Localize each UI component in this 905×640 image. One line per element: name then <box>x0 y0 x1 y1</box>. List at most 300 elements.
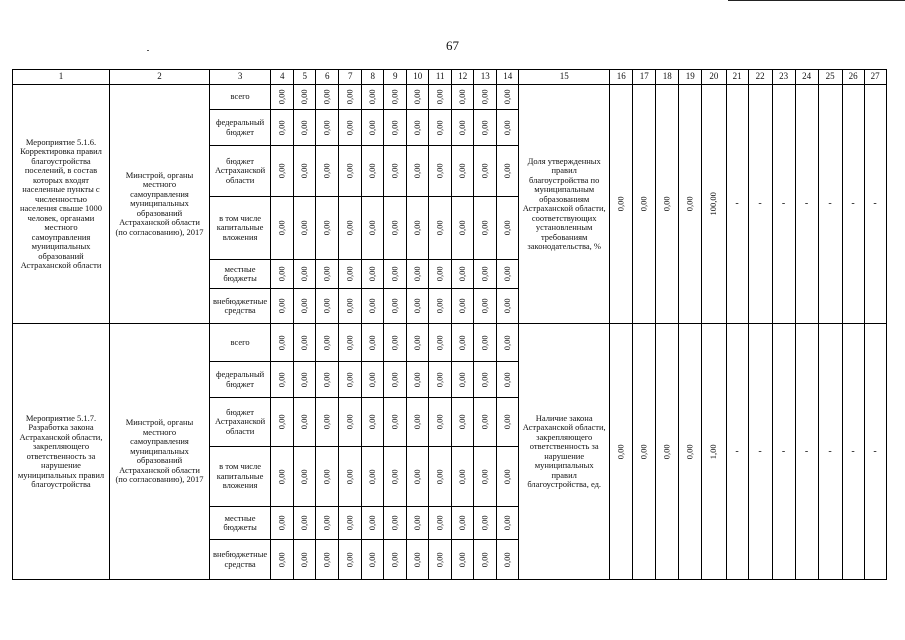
amount-cell <box>339 146 362 197</box>
amount-cell-text: 0,00 <box>366 515 377 531</box>
amount-cell-text: 0,00 <box>276 469 287 484</box>
amount-cell-text: 0,00 <box>276 220 287 236</box>
indicator-value <box>610 324 633 580</box>
amount-cell-text: 0,00 <box>276 298 287 314</box>
amount-cell-text: 0,00 <box>434 89 445 105</box>
amount-cell <box>384 398 407 447</box>
amount-cell-text: 0,00 <box>456 552 467 567</box>
amount-cell-text: 0,00 <box>411 335 422 350</box>
funding-source: местные бюджеты <box>210 507 271 540</box>
amount-cell <box>497 289 519 324</box>
column-number: 25 <box>818 70 842 85</box>
amount-cell <box>407 398 429 447</box>
amount-cell <box>497 324 519 362</box>
amount-cell <box>452 146 474 197</box>
amount-cell-text: 0,00 <box>366 266 377 282</box>
column-number: 18 <box>656 70 679 85</box>
amount-cell-text: 0,00 <box>411 220 422 236</box>
amount-cell-text: 0,00 <box>276 335 287 350</box>
amount-cell-text: 0,00 <box>456 335 467 350</box>
amount-cell <box>384 289 407 324</box>
amount-cell-text: 0,00 <box>298 266 309 282</box>
amount-cell-text: 0,00 <box>456 220 467 236</box>
amount-cell-text: 0,00 <box>389 266 400 282</box>
empty-value: - <box>818 85 842 324</box>
amount-cell <box>384 85 407 110</box>
amount-cell <box>384 362 407 398</box>
amount-cell-text: 0,00 <box>456 163 467 179</box>
indicator-cell: Доля утвержденных правил благоустройства по муниципальным образованиям Астраханской области, соответствующих установленным требованиям законодательства, % <box>519 85 610 324</box>
column-number: 13 <box>474 70 497 85</box>
empty-value: - <box>748 324 772 580</box>
amount-cell-text: 0,00 <box>298 220 309 236</box>
amount-cell-text: 0,00 <box>389 414 400 430</box>
funding-source: в том числе капитальные вложения <box>210 197 271 260</box>
indicator-value-text: 0,00 <box>684 444 695 459</box>
amount-cell-text: 0,00 <box>389 163 400 179</box>
amount-cell-text: 0,00 <box>389 552 400 567</box>
amount-cell-text: 0,00 <box>434 220 445 236</box>
amount-cell <box>271 197 294 260</box>
amount-cell <box>384 540 407 580</box>
column-number: 7 <box>339 70 362 85</box>
amount-cell <box>339 540 362 580</box>
amount-cell <box>452 398 474 447</box>
amount-cell <box>474 447 497 507</box>
column-number: 11 <box>429 70 452 85</box>
amount-cell-text: 0,00 <box>276 120 287 135</box>
amount-cell-text: 0,00 <box>389 120 400 135</box>
amount-cell <box>316 362 339 398</box>
amount-cell-text: 0,00 <box>411 552 422 567</box>
funding-source: внебюджетные средства <box>210 540 271 580</box>
amount-cell <box>407 146 429 197</box>
amount-cell-text: 0,00 <box>276 414 287 430</box>
amount-cell <box>429 362 452 398</box>
table-row <box>13 85 887 110</box>
indicator-value-text: 0,00 <box>615 444 626 459</box>
amount-cell-text: 0,00 <box>276 163 287 179</box>
empty-value: - <box>818 324 842 580</box>
amount-cell-text: 0,00 <box>389 515 400 531</box>
amount-cell-text: 0,00 <box>298 89 309 105</box>
amount-cell <box>497 507 519 540</box>
amount-cell <box>339 110 362 146</box>
funding-source: бюджет Астраханской области <box>210 146 271 197</box>
amount-cell <box>316 540 339 580</box>
amount-cell <box>407 324 429 362</box>
column-number: 16 <box>610 70 633 85</box>
amount-cell <box>384 197 407 260</box>
page-number: 67 <box>446 38 459 53</box>
amount-cell-text: 0,00 <box>298 120 309 135</box>
amount-cell-text: 0,00 <box>344 220 355 236</box>
amount-cell-text: 0,00 <box>366 552 377 567</box>
amount-cell-text: 0,00 <box>501 266 512 282</box>
amount-cell-text: 0,00 <box>344 89 355 105</box>
amount-cell-text: 0,00 <box>411 515 422 531</box>
amount-cell <box>452 324 474 362</box>
amount-cell-text: 0,00 <box>479 335 490 350</box>
indicator-value-text: 0,00 <box>684 196 695 212</box>
amount-cell <box>316 289 339 324</box>
amount-cell <box>339 447 362 507</box>
amount-cell <box>452 85 474 110</box>
amount-cell <box>452 507 474 540</box>
amount-cell-text: 0,00 <box>366 372 377 387</box>
amount-cell <box>362 324 384 362</box>
executor-cell: Минстрой, органы местного самоуправления муниципальных образований Астраханской области (по согласованию), 2017 <box>110 85 210 324</box>
amount-cell-text: 0,00 <box>276 89 287 105</box>
indicator-value-text: 0,00 <box>661 444 672 459</box>
amount-cell-text: 0,00 <box>411 414 422 430</box>
amount-cell-text: 0,00 <box>434 335 445 350</box>
amount-cell <box>429 110 452 146</box>
amount-cell <box>384 507 407 540</box>
amount-cell <box>339 289 362 324</box>
amount-cell <box>271 447 294 507</box>
amount-cell <box>339 507 362 540</box>
amount-cell-text: 0,00 <box>344 298 355 314</box>
amount-cell <box>294 398 316 447</box>
column-number: 22 <box>748 70 772 85</box>
amount-cell <box>474 260 497 289</box>
amount-cell-text: 0,00 <box>344 163 355 179</box>
amount-cell-text: 0,00 <box>321 266 332 282</box>
amount-cell <box>429 540 452 580</box>
amount-cell <box>294 362 316 398</box>
amount-cell <box>316 398 339 447</box>
amount-cell-text: 0,00 <box>344 469 355 484</box>
amount-cell <box>452 362 474 398</box>
amount-cell-text: 0,00 <box>479 266 490 282</box>
amount-cell <box>429 447 452 507</box>
executor-cell: Минстрой, органы местного самоуправления муниципальных образований Астраханской области (по согласованию), 2017 <box>110 324 210 580</box>
amount-cell-text: 0,00 <box>298 298 309 314</box>
amount-cell-text: 0,00 <box>479 298 490 314</box>
amount-cell <box>271 146 294 197</box>
amount-cell <box>316 324 339 362</box>
empty-value: - <box>795 85 818 324</box>
amount-cell <box>452 110 474 146</box>
empty-value: - <box>842 85 864 324</box>
scan-speck <box>147 50 149 51</box>
funding-source: бюджет Астраханской области <box>210 398 271 447</box>
amount-cell-text: 0,00 <box>434 163 445 179</box>
indicator-value-text: 0,00 <box>638 196 649 212</box>
amount-cell <box>474 289 497 324</box>
amount-cell-text: 0,00 <box>479 515 490 531</box>
amount-cell-text: 0,00 <box>366 298 377 314</box>
amount-cell-text: 0,00 <box>456 469 467 484</box>
amount-cell <box>271 324 294 362</box>
amount-cell <box>362 146 384 197</box>
amount-cell <box>429 146 452 197</box>
amount-cell-text: 0,00 <box>321 120 332 135</box>
amount-cell <box>497 260 519 289</box>
indicator-value-text: 100,00 <box>708 192 719 216</box>
amount-cell <box>452 197 474 260</box>
amount-cell-text: 0,00 <box>434 414 445 430</box>
column-number: 2 <box>110 70 210 85</box>
column-number: 10 <box>407 70 429 85</box>
amount-cell-text: 0,00 <box>298 552 309 567</box>
amount-cell-text: 0,00 <box>344 515 355 531</box>
amount-cell <box>474 197 497 260</box>
amount-cell-text: 0,00 <box>276 515 287 531</box>
column-number: 4 <box>271 70 294 85</box>
amount-cell-text: 0,00 <box>298 414 309 430</box>
amount-cell <box>294 540 316 580</box>
amount-cell <box>271 540 294 580</box>
amount-cell <box>497 540 519 580</box>
amount-cell <box>429 507 452 540</box>
amount-cell <box>407 197 429 260</box>
amount-cell-text: 0,00 <box>479 89 490 105</box>
amount-cell-text: 0,00 <box>456 120 467 135</box>
amount-cell <box>294 85 316 110</box>
amount-cell <box>271 85 294 110</box>
amount-cell-text: 0,00 <box>389 372 400 387</box>
column-number: 20 <box>702 70 726 85</box>
empty-value: - <box>864 324 886 580</box>
amount-cell-text: 0,00 <box>366 120 377 135</box>
funding-source: всего <box>210 324 271 362</box>
amount-cell-text: 0,00 <box>456 372 467 387</box>
amount-cell-text: 0,00 <box>501 552 512 567</box>
empty-value: - <box>772 85 795 324</box>
funding-source: в том числе капитальные вложения <box>210 447 271 507</box>
amount-cell <box>407 540 429 580</box>
indicator-value-text: 0,00 <box>615 196 626 212</box>
amount-cell <box>407 362 429 398</box>
indicator-value-text: 0,00 <box>661 196 672 212</box>
amount-cell <box>452 289 474 324</box>
empty-value: - <box>864 85 886 324</box>
amount-cell <box>407 507 429 540</box>
amount-cell-text: 0,00 <box>298 372 309 387</box>
amount-cell-text: 0,00 <box>298 469 309 484</box>
indicator-value <box>679 324 702 580</box>
empty-value: - <box>726 324 748 580</box>
amount-cell <box>497 447 519 507</box>
column-number: 3 <box>210 70 271 85</box>
amount-cell <box>294 197 316 260</box>
measure-cell: Мероприятие 5.1.6. Корректировка правил благоустройства поселений, в состав которых входят населенные пункты с численностью населения свыше 1000 человек, органами местного самоуправления муниципальных образований Астраханской области <box>13 85 110 324</box>
amount-cell <box>474 540 497 580</box>
amount-cell-text: 0,00 <box>501 298 512 314</box>
amount-cell-text: 0,00 <box>501 414 512 430</box>
amount-cell <box>384 110 407 146</box>
amount-cell <box>339 197 362 260</box>
amount-cell-text: 0,00 <box>298 335 309 350</box>
column-number: 12 <box>452 70 474 85</box>
amount-cell <box>316 110 339 146</box>
amount-cell-text: 0,00 <box>411 89 422 105</box>
amount-cell <box>497 362 519 398</box>
amount-cell-text: 0,00 <box>479 220 490 236</box>
amount-cell <box>271 362 294 398</box>
top-rule <box>728 0 905 1</box>
amount-cell-text: 0,00 <box>344 552 355 567</box>
amount-cell-text: 0,00 <box>366 89 377 105</box>
amount-cell <box>362 362 384 398</box>
amount-cell <box>316 260 339 289</box>
amount-cell <box>294 260 316 289</box>
amount-cell <box>497 398 519 447</box>
amount-cell-text: 0,00 <box>411 163 422 179</box>
amount-cell-text: 0,00 <box>411 372 422 387</box>
funding-source: федеральный бюджет <box>210 362 271 398</box>
amount-cell-text: 0,00 <box>501 220 512 236</box>
amount-cell-text: 0,00 <box>298 163 309 179</box>
amount-cell-text: 0,00 <box>344 120 355 135</box>
amount-cell <box>294 447 316 507</box>
amount-cell <box>452 260 474 289</box>
column-number: 23 <box>772 70 795 85</box>
column-number: 5 <box>294 70 316 85</box>
amount-cell <box>316 85 339 110</box>
amount-cell <box>362 507 384 540</box>
amount-cell <box>294 507 316 540</box>
amount-cell <box>407 110 429 146</box>
column-number: 21 <box>726 70 748 85</box>
amount-cell <box>362 197 384 260</box>
amount-cell-text: 0,00 <box>501 335 512 350</box>
indicator-value-text: 1,00 <box>708 444 719 459</box>
column-number-row <box>13 70 887 85</box>
amount-cell <box>362 260 384 289</box>
amount-cell <box>294 146 316 197</box>
amount-cell-text: 0,00 <box>434 298 445 314</box>
amount-cell-text: 0,00 <box>501 163 512 179</box>
amount-cell <box>429 85 452 110</box>
amount-cell <box>474 507 497 540</box>
amount-cell-text: 0,00 <box>501 89 512 105</box>
amount-cell-text: 0,00 <box>276 552 287 567</box>
amount-cell-text: 0,00 <box>321 89 332 105</box>
amount-cell-text: 0,00 <box>344 335 355 350</box>
column-number: 8 <box>362 70 384 85</box>
amount-cell <box>429 289 452 324</box>
amount-cell-text: 0,00 <box>321 552 332 567</box>
amount-cell-text: 0,00 <box>389 335 400 350</box>
amount-cell <box>407 447 429 507</box>
indicator-value <box>610 85 633 324</box>
amount-cell <box>474 362 497 398</box>
amount-cell-text: 0,00 <box>344 372 355 387</box>
amount-cell <box>384 324 407 362</box>
amount-cell <box>294 289 316 324</box>
amount-cell-text: 0,00 <box>321 414 332 430</box>
amount-cell-text: 0,00 <box>456 298 467 314</box>
amount-cell <box>384 447 407 507</box>
amount-cell-text: 0,00 <box>344 414 355 430</box>
amount-cell-text: 0,00 <box>479 469 490 484</box>
amount-cell <box>362 85 384 110</box>
amount-cell-text: 0,00 <box>366 335 377 350</box>
amount-cell-text: 0,00 <box>389 469 400 484</box>
amount-cell-text: 0,00 <box>411 298 422 314</box>
amount-cell-text: 0,00 <box>366 163 377 179</box>
amount-cell-text: 0,00 <box>366 469 377 484</box>
program-table <box>12 69 887 580</box>
amount-cell <box>362 398 384 447</box>
amount-cell <box>384 260 407 289</box>
amount-cell <box>429 260 452 289</box>
amount-cell-text: 0,00 <box>434 372 445 387</box>
indicator-value <box>679 85 702 324</box>
column-number: 1 <box>13 70 110 85</box>
amount-cell-text: 0,00 <box>434 552 445 567</box>
amount-cell <box>452 540 474 580</box>
indicator-value <box>633 85 656 324</box>
amount-cell-text: 0,00 <box>501 469 512 484</box>
amount-cell <box>497 146 519 197</box>
amount-cell <box>497 197 519 260</box>
empty-value: - <box>726 85 748 324</box>
amount-cell-text: 0,00 <box>456 89 467 105</box>
amount-cell <box>362 540 384 580</box>
amount-cell-text: 0,00 <box>479 552 490 567</box>
amount-cell <box>316 447 339 507</box>
indicator-value <box>656 324 679 580</box>
amount-cell-text: 0,00 <box>276 372 287 387</box>
amount-cell <box>407 260 429 289</box>
amount-cell-text: 0,00 <box>479 372 490 387</box>
empty-value: - <box>795 324 818 580</box>
amount-cell <box>429 324 452 362</box>
amount-cell <box>271 260 294 289</box>
amount-cell-text: 0,00 <box>321 335 332 350</box>
amount-cell <box>294 324 316 362</box>
amount-cell <box>407 289 429 324</box>
amount-cell-text: 0,00 <box>366 220 377 236</box>
indicator-value <box>633 324 656 580</box>
amount-cell-text: 0,00 <box>456 515 467 531</box>
amount-cell-text: 0,00 <box>321 298 332 314</box>
amount-cell <box>384 146 407 197</box>
column-number: 6 <box>316 70 339 85</box>
amount-cell <box>474 85 497 110</box>
indicator-value <box>702 85 726 324</box>
amount-cell <box>474 324 497 362</box>
funding-source: всего <box>210 85 271 110</box>
amount-cell-text: 0,00 <box>434 515 445 531</box>
amount-cell-text: 0,00 <box>344 266 355 282</box>
amount-cell-text: 0,00 <box>321 372 332 387</box>
amount-cell <box>407 85 429 110</box>
amount-cell <box>474 398 497 447</box>
amount-cell-text: 0,00 <box>501 372 512 387</box>
amount-cell-text: 0,00 <box>389 298 400 314</box>
amount-cell <box>362 447 384 507</box>
amount-cell-text: 0,00 <box>479 120 490 135</box>
amount-cell <box>271 398 294 447</box>
amount-cell <box>362 289 384 324</box>
amount-cell <box>497 110 519 146</box>
amount-cell-text: 0,00 <box>321 163 332 179</box>
amount-cell-text: 0,00 <box>411 266 422 282</box>
amount-cell <box>474 146 497 197</box>
amount-cell <box>339 398 362 447</box>
empty-value: - <box>772 324 795 580</box>
column-number: 26 <box>842 70 864 85</box>
column-number: 17 <box>633 70 656 85</box>
amount-cell <box>339 362 362 398</box>
amount-cell <box>339 260 362 289</box>
amount-cell-text: 0,00 <box>479 163 490 179</box>
